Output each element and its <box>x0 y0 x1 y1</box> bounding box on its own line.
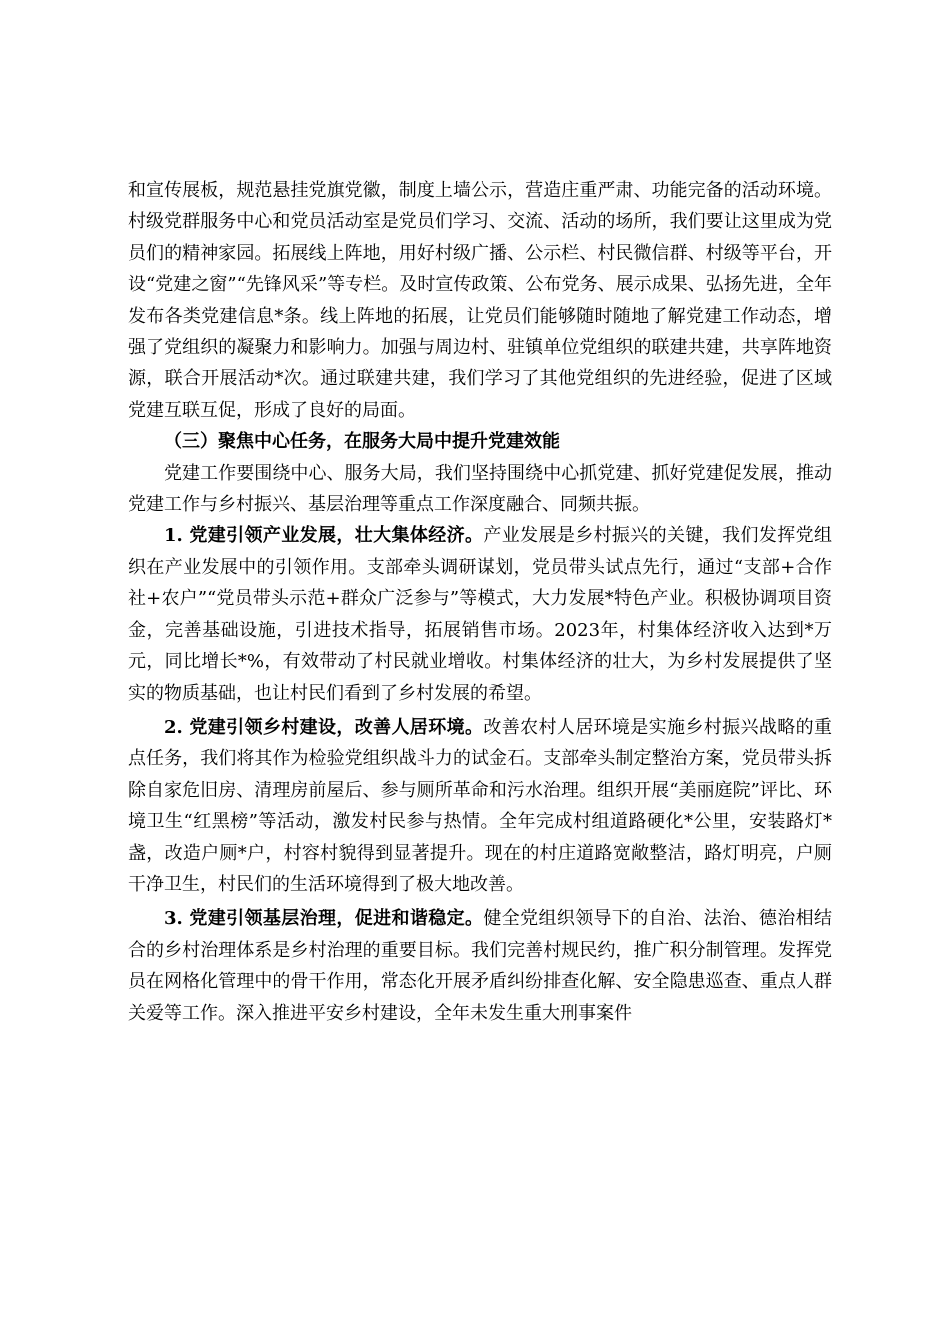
item-paragraph-2 <box>128 712 832 900</box>
item-lead-1: 1. 党建引领产业发展，壮大集体经济。 <box>164 525 484 547</box>
section-heading: （三）聚焦中心任务，在服务大局中提升党建效能 <box>164 431 560 453</box>
section-intro-paragraph: 党建工作要围绕中心、服务大局，我们坚持围绕中心抓党建、抓好党建促发展，推动党建工作与乡村振兴、基层治理等重点工作深度融合、同频共振。 <box>128 462 832 516</box>
item-body-2: 改善农村人居环境是实施乡村振兴战略的重点任务，我们将其作为检验党组织战斗力的试金石。支部牵头制定整治方案，党员带头拆除自家危旧房、清理房前屋后、参与厕所革命和污水治理。组织开展“美丽庭院”评比、环境卫生“红黑榜”等活动，激发村民参与热情。全年完成村组道路硬化*公里，安装路灯*盏，改造户厕*户，村容村貌得到显著提升。现在的村庄道路宽敞整洁，路灯明亮，户厕干净卫生，村民们的生活环境得到了极大地改善。 <box>128 716 832 895</box>
item-paragraph-1 <box>128 520 832 708</box>
item-lead-3: 3. 党建引领基层治理，促进和谐稳定。 <box>164 908 484 930</box>
document-page <box>128 175 832 1029</box>
paragraph-continuation: 和宣传展板，规范悬挂党旗党徽，制度上墙公示，营造庄重严肃、功能完备的活动环境。村级党群服务中心和党员活动室是党员们学习、交流、活动的场所，我们要让这里成为党员们的精神家园。拓展线上阵地，用好村级广播、公示栏、村民微信群、村级等平台，开设“党建之窗”“先锋风采”等专栏。及时宣传政策、公布党务、展示成果、弘扬先进，全年发布各类党建信息*条。线上阵地的拓展，让党员们能够随时随地了解党建工作动态，增强了党组织的凝聚力和影响力。加强与周边村、驻镇单位党组织的联建共建，共享阵地资源，联合开展活动*次。通过联建共建，我们学习了其他党组织的先进经验，促进了区域党建互联互促，形成了良好的局面。 <box>128 180 832 421</box>
item-paragraph-3 <box>128 903 832 1029</box>
item-lead-2: 2. 党建引领乡村建设，改善人居环境。 <box>164 716 484 738</box>
item-body-1: 产业发展是乡村振兴的关键，我们发挥党组织在产业发展中的引领作用。支部牵头调研谋划，党员带头试点先行，通过“支部+合作社+农户”“党员带头示范+群众广泛参与”等模式，大力发展*特色产业。积极协调项目资金，完善基础设施，引进技术指导，拓展销售市场。2023年，村集体经济收入达到*万元，同比增长*%，有效带动了村民就业增收。村集体经济的壮大，为乡村发展提供了坚实的物质基础，也让村民们看到了乡村发展的希望。 <box>128 525 832 704</box>
item-body-3: 健全党组织领导下的自治、法治、德治相结合的乡村治理体系是乡村治理的重要目标。我们完善村规民约，推广积分制管理。发挥党员在网格化管理中的骨干作用，常态化开展矛盾纠纷排查化解、安全隐患巡查、重点人群关爱等工作。深入推进平安乡村建设，全年未发生重大刑事案件 <box>128 908 832 1024</box>
